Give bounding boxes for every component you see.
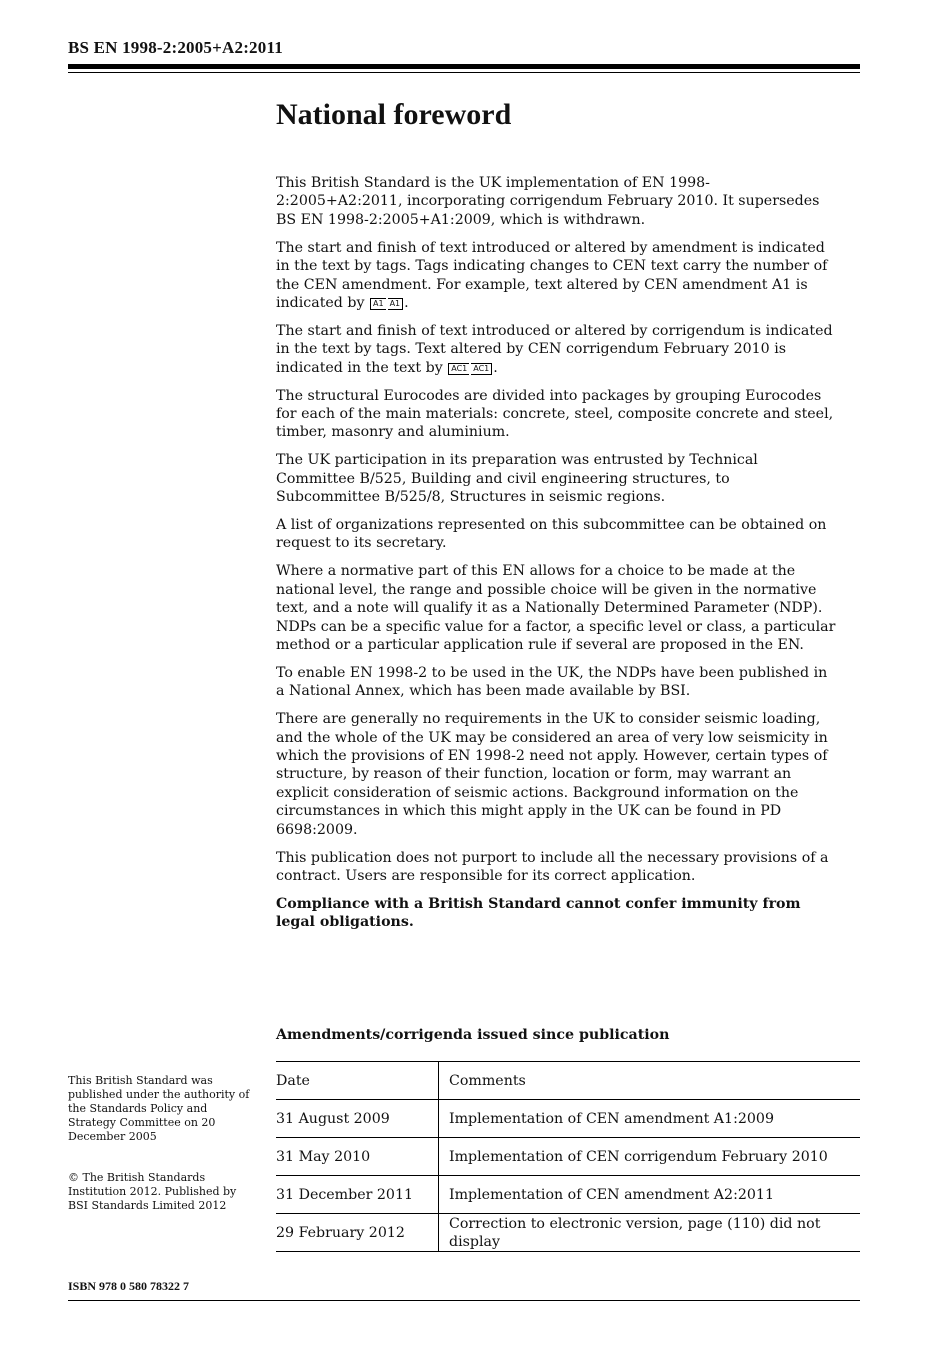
table-row (276, 1214, 860, 1252)
row-date: 31 May 2010 (276, 1138, 439, 1176)
paragraph-ndp: Where a normative part of this EN allows for a choice to be made at the national level, the range and possible choice will be given in the normative text, and a note will qualify it as a Nationally Determined Parameter (NDP). NDPs can be a specific value for a factor, a specific level or class, a particular method or a particular application rule if several are proposed in the EN. (276, 563, 836, 653)
paragraph-implementation: This British Standard is the UK implementation of EN 1998-2:2005+A2:2011, incorporating corrigendum February 2010. It supersedes BS EN 1998-2:2005+A1:2009, which is withdrawn. (276, 175, 820, 228)
paragraph-national-annex: To enable EN 1998-2 to be used in the UK, the NDPs have been published in a National Annex, which has been made available by BSI. (276, 664, 828, 700)
table-row (276, 1176, 860, 1214)
corrigendum-tag-open: AC1 (448, 363, 469, 375)
corrigendum-tag-close: AC1 (471, 363, 492, 375)
paragraph-organizations: A list of organizations represented on this subcommittee can be obtained on request to its secretary. (276, 517, 827, 552)
foreword-body (276, 174, 836, 941)
amendment-tag-close: A1 (388, 298, 404, 310)
sidebar-authority-note: This British Standard was published under the authority of the Standards Policy and Strategy Committee on 20 December 2005 (68, 1074, 250, 1143)
row-comment: Implementation of CEN amendment A1:2009 (439, 1100, 861, 1138)
amendments-heading: Amendments/corrigenda issued since publication (276, 1027, 670, 1043)
row-date: 31 December 2011 (276, 1176, 439, 1214)
standard-code: BS EN 1998-2:2005+A2:2011 (68, 38, 283, 57)
paragraph-compliance: Compliance with a British Standard cannot confer immunity from legal obligations. (276, 895, 801, 931)
table-header-row (276, 1062, 860, 1100)
row-date: 31 August 2009 (276, 1100, 439, 1138)
paragraph-eurocodes: The structural Eurocodes are divided into packages by grouping Eurocodes for each of the main materials: concrete, steel, composite concrete and steel, timber, masonry and aluminium. (276, 387, 834, 441)
paragraph-amendment-tags-text: The start and finish of text introduced or altered by amendment is indicated in the text by tags. Tags indicating changes to CEN text carry the number of the CEN amendment. For example, text altered by CEN amendment A1 is indicated by (276, 239, 828, 311)
row-comment: Implementation of CEN corrigendum February 2010 (439, 1138, 861, 1176)
table-row (276, 1138, 860, 1176)
amendments-table (276, 1061, 860, 1252)
footer-rule (68, 1300, 860, 1301)
page-title: National foreword (276, 98, 512, 131)
row-comment: Correction to electronic version, page (110) did not display (439, 1214, 861, 1252)
isbn: ISBN 978 0 580 78322 7 (68, 1279, 190, 1293)
paragraph-uk-participation: The UK participation in its preparation was entrusted by Technical Committee B/525, Building and civil engineering structures, to Subcommittee B/525/8, Structures in seismic regions. (276, 452, 758, 506)
paragraph-corrigendum-tags-text: The start and finish of text introduced or altered by corrigendum is indicated in the text by tags. Text altered by CEN corrigendum February 2010 is indicated in the text by (276, 322, 833, 376)
paragraph-seismic: There are generally no requirements in the UK to consider seismic loading, and the whole of the UK may be considered an area of very low seismicity in which the provisions of EN 1998-2 need not apply. However, certain types of structure, by reason of their function, location or form, may warrant an explicit consideration of seismic actions. Background information on the circumstances in which this might apply in the UK can be found in PD 6698:2009. (276, 711, 828, 838)
sidebar-copyright-note: © The British Standards Institution 2012. Published by BSI Standards Limited 2012 (68, 1171, 237, 1212)
header-comments: Comments (439, 1062, 861, 1100)
table-row (276, 1100, 860, 1138)
paragraph-contract: This publication does not purport to include all the necessary provisions of a contract. Users are responsible for its correct application. (276, 849, 829, 884)
paragraph-corrigendum-tags (276, 322, 836, 377)
amendment-tag-open: A1 (370, 298, 386, 310)
paragraph-end: . (404, 294, 409, 311)
paragraph-end: . (493, 359, 498, 376)
row-comment: Implementation of CEN amendment A2:2011 (439, 1176, 861, 1214)
header-rule-thick (68, 64, 860, 69)
header-rule-thin (68, 72, 860, 73)
row-date: 29 February 2012 (276, 1214, 439, 1252)
header-date: Date (276, 1062, 439, 1100)
paragraph-amendment-tags (276, 239, 836, 313)
